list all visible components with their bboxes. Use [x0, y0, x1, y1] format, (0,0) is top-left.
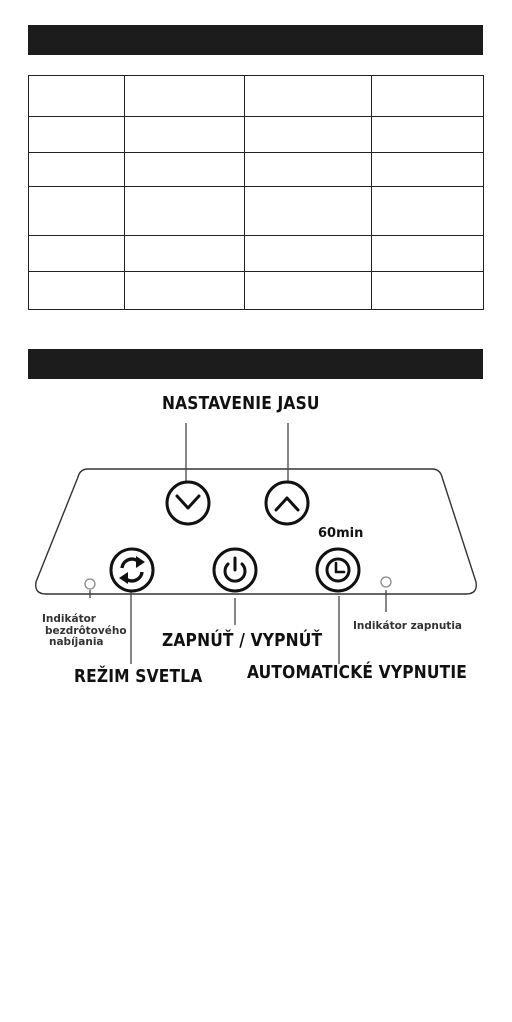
table-cell	[29, 76, 125, 117]
light-mode-button	[111, 549, 153, 591]
brightness-up-button	[266, 482, 308, 524]
wireless-indicator-label-line: bezdrôtového	[45, 624, 127, 637]
table-cell	[125, 187, 245, 236]
table-cell	[372, 187, 484, 236]
power-indicator-led	[381, 577, 391, 587]
section-header-bar-2	[28, 349, 483, 379]
table-cell	[29, 272, 125, 310]
timer-badge: 60min	[318, 526, 364, 541]
power-button	[214, 549, 256, 591]
table-cell	[29, 236, 125, 272]
table-cell	[245, 76, 372, 117]
table-cell	[245, 236, 372, 272]
table-cell	[125, 117, 245, 153]
table-cell	[372, 76, 484, 117]
brightness-down-button	[167, 482, 209, 524]
table-cell	[29, 187, 125, 236]
wireless-indicator-label	[42, 614, 127, 649]
power-label: ZAPNÚŤ / VYPNÚŤ	[162, 630, 323, 651]
table-cell	[245, 153, 372, 187]
table-cell	[245, 117, 372, 153]
wireless-charging-indicator-led	[85, 579, 95, 589]
table-row	[29, 76, 484, 117]
table-cell	[372, 272, 484, 310]
table-row	[29, 187, 484, 236]
table-cell	[372, 236, 484, 272]
table-row	[29, 117, 484, 153]
brightness-label: NASTAVENIE JASU	[162, 393, 320, 414]
table-cell	[125, 153, 245, 187]
section-header-bar-1	[28, 25, 483, 55]
table-cell	[29, 153, 125, 187]
table-cell	[245, 187, 372, 236]
table-cell	[125, 236, 245, 272]
wireless-indicator-label-line: Indikátor	[42, 613, 96, 625]
table-cell	[125, 272, 245, 310]
table-cell	[29, 117, 125, 153]
table-row	[29, 236, 484, 272]
table-cell	[372, 153, 484, 187]
light-mode-label: REŽIM SVETLA	[74, 666, 203, 687]
table-cell	[245, 272, 372, 310]
table-row	[29, 272, 484, 310]
table-cell	[372, 117, 484, 153]
table-row	[29, 153, 484, 187]
spec-table	[28, 75, 484, 310]
auto-off-label: AUTOMATICKÉ VYPNUTIE	[247, 662, 468, 683]
timer-button	[317, 549, 359, 591]
wireless-indicator-label-line: nabíjania	[49, 636, 104, 648]
table-cell	[125, 76, 245, 117]
power-indicator-label: Indikátor zapnutia	[353, 620, 462, 632]
